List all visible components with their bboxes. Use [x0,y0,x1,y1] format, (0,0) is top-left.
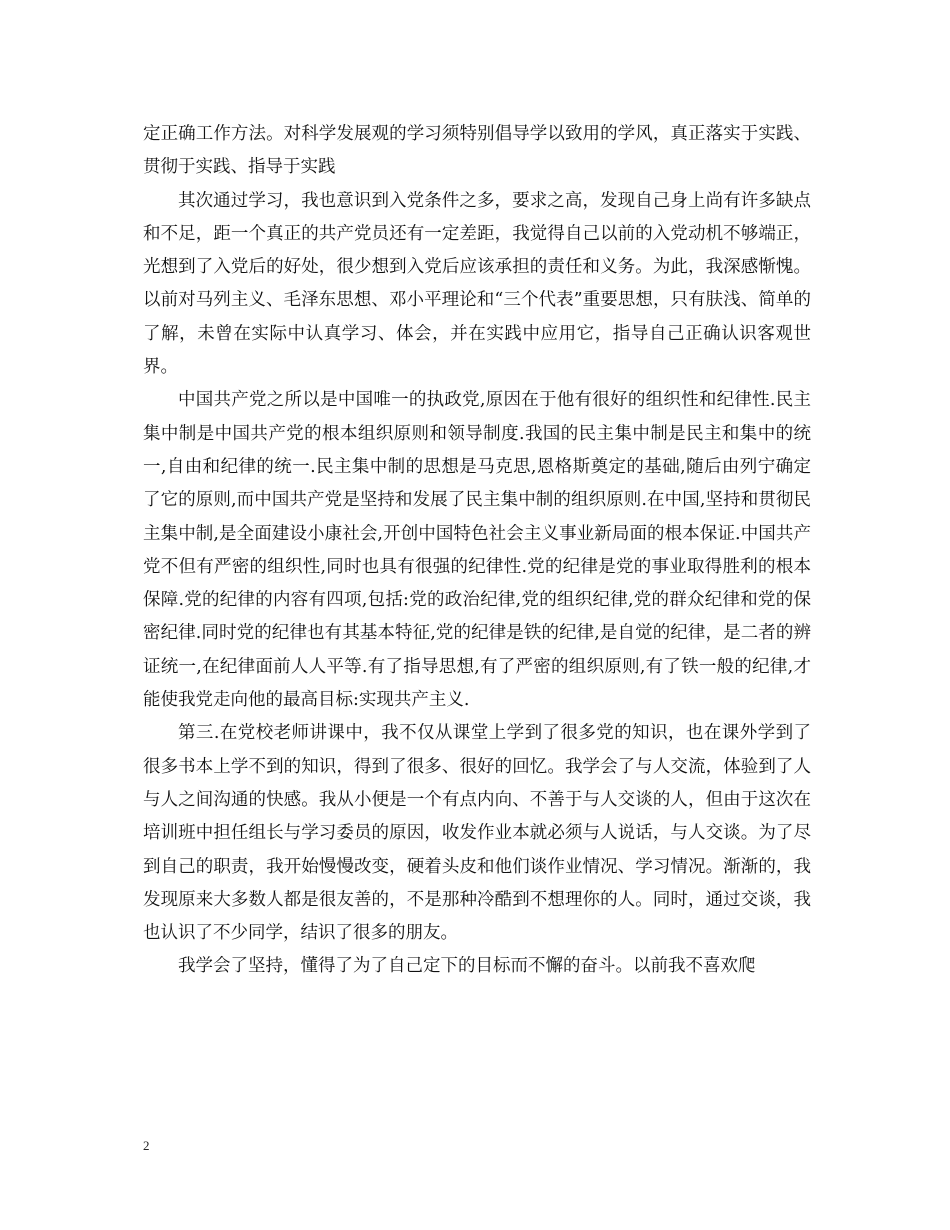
paragraph: 中国共产党之所以是中国唯一的执政党,原因在于他有很好的组织性和纪律性.民主集中制是中国共产党的根本组织原则和领导制度.我国的民主集中制是民主和集中的统一,自由和纪律的统一.民主集中制的思想是马克思,恩格斯奠定的基础,随后由列宁确定了它的原则,而中国共产党是坚持和发展了民主集中制的组织原则.在中国,坚持和贯彻民主集中制,是全面建设小康社会,开创中国特色社会主义事业新局面的根本保证.中国共产党不但有严密的组织性,同时也具有很强的纪律性.党的纪律是党的事业取得胜利的根本保障.党的纪律的内容有四项,包括:党的政治纪律,党的组织纪律,党的群众纪律和党的保密纪律.同时党的纪律也有其基本特征,党的纪律是铁的纪律,是自觉的纪律，是二者的辨证统一,在纪律面前人人平等.有了指导思想,有了严密的组织原则,有了铁一般的纪律,才能使我党走向他的最高目标:实现共产主义. [143,390,811,711]
document-body [143,118,811,984]
page-number: 2 [143,1138,150,1153]
paragraph: 我学会了坚持，懂得了为了自己定下的目标而不懈的奋斗。以前我不喜欢爬 [178,956,756,977]
paragraph: 第三.在党校老师讲课中，我不仅从课堂上学到了很多党的知识，也在课外学到了很多书本上学不到的知识，得到了很多、很好的回忆。我学会了与人交流，体验到了人与人之间沟通的快感。我从小便是一个有点内向、不善于与人交谈的人，但由于这次在培训班中担任组长与学习委员的原因，收发作业本就必须与人说话，与人交谈。为了尽到自己的职责，我开始慢慢改变，硬着头皮和他们谈作业情况、学习情况。渐渐的，我发现原来大多数人都是很友善的，不是那种冷酷到不想理你的人。同时，通过交谈，我也认识了不少同学，结识了很多的朋友。 [143,723,811,944]
paragraph-continuation: 定正确工作方法。对科学发展观的学习须特别倡导学以致用的学风，真正落实于实践、贯彻于实践、指导于实践 [143,124,811,178]
paragraph: 其次通过学习，我也意识到入党条件之多，要求之高，发现自己身上尚有许多缺点和不足，距一个真正的共产党员还有一定差距，我觉得自己以前的入党动机不够端正，光想到了入党后的好处，很少想到入党后应该承担的责任和义务。为此，我深感惭愧。以前对马列主义、毛泽东思想、邓小平理论和“三个代表”重要思想，只有肤浅、简单的了解，未曾在实际中认真学习、体会，并在实践中应用它，指导自己正确认识客观世界。 [143,190,811,378]
